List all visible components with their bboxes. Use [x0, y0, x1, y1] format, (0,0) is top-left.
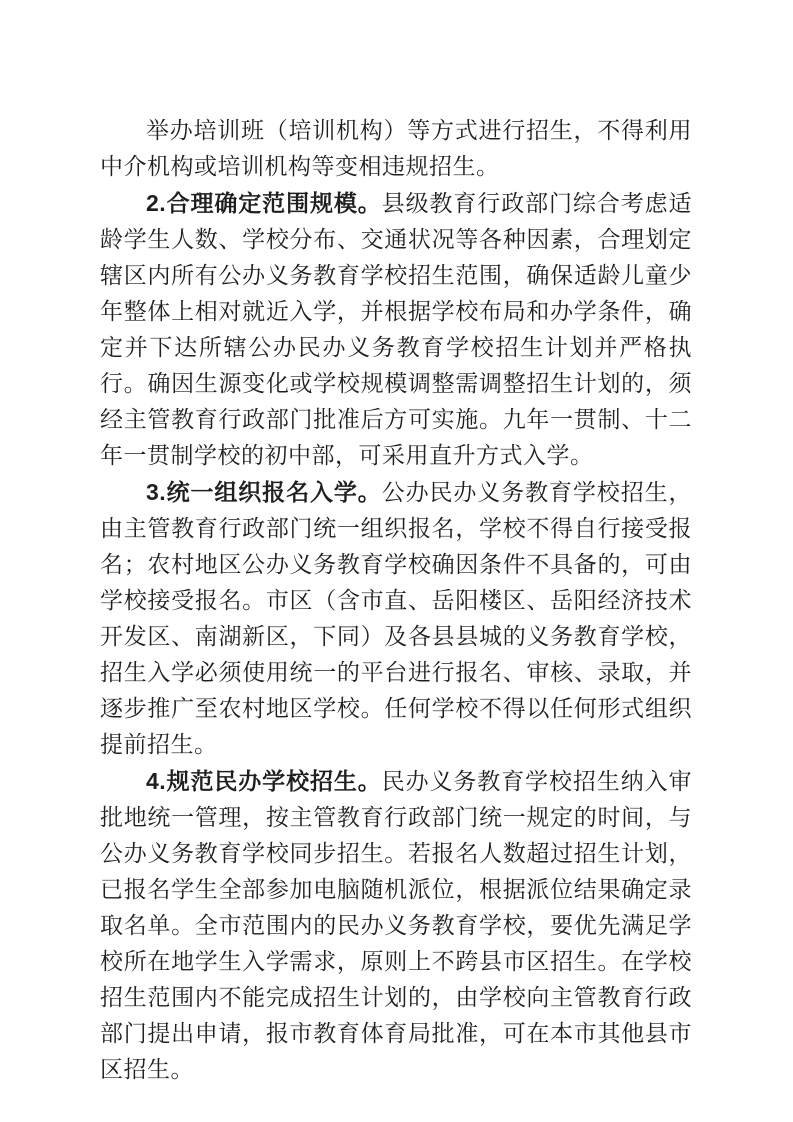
- paragraph-text: 县级教育行政部门综合考虑适龄学生人数、学校分布、交通状况等各种因素，合理划定辖区内所有公办义务教育学校招生范围，确保适龄儿童少年整体上相对就近入学，并根据学校布局和办学条件，确定并下达所辖公办民办义务教育学校招生计划并严格执行。确因生源变化或学校规模调整需调整招生计划的，须经主管教育行政部门批准后方可实施。九年一贯制、十二年一贯制学校的初中部，可采用直升方式入学。: [100, 191, 692, 468]
- paragraph-continuation: [100, 112, 692, 185]
- paragraph-item-2: [100, 185, 692, 474]
- paragraph-item-3: [100, 474, 692, 763]
- paragraph-text: 公办民办义务教育学校招生，由主管教育行政部门统一组织报名，学校不得自行接受报名；农村地区公办义务教育学校确因条件不具备的，可由学校接受报名。市区（含市直、岳阳楼区、岳阳经济技术开发区、南湖新区，下同）及各县县城的义务教育学校，招生入学必须使用统一的平台进行报名、审核、录取，并逐步推广至农村地区学校。任何学校不得以任何形式组织提前招生。: [100, 480, 692, 757]
- paragraph-text: 举办培训班（培训机构）等方式进行招生，不得利用中介机构或培训机构等变相违规招生。: [100, 118, 692, 179]
- paragraph-heading: 2.合理确定范围规模。: [146, 190, 382, 216]
- paragraph-heading: 4.规范民办学校招生。: [146, 768, 382, 794]
- document-body: [100, 112, 692, 1088]
- paragraph-text: 民办义务教育学校招生纳入审批地统一管理，按主管教育行政部门统一规定的时间，与公办义务教育学校同步招生。若报名人数超过招生计划，已报名学生全部参加电脑随机派位，根据派位结果确定录取名单。全市范围内的民办义务教育学校，要优先满足学校所在地学生入学需求，原则上不跨县市区招生。在学校招生范围内不能完成招生计划的，由学校向主管教育行政部门提出申请，报市教育体育局批准，可在本市其他县市区招生。: [100, 769, 692, 1082]
- paragraph-heading: 3.统一组织报名入学。: [146, 479, 382, 505]
- paragraph-item-4: [100, 763, 692, 1088]
